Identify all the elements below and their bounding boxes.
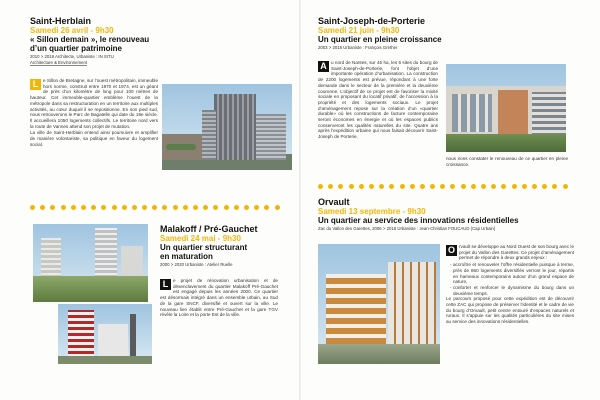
porterie-date: Samedi 21 juin - 9h30	[318, 26, 400, 35]
porterie-caption-wrap	[446, 156, 568, 168]
decorative-dot	[369, 184, 374, 189]
orvault-photo	[318, 244, 440, 364]
decorative-dot	[359, 184, 364, 189]
decorative-dot	[254, 205, 259, 210]
malakoff-photo-1	[33, 224, 148, 302]
decorative-dot	[420, 184, 425, 189]
porterie-photo	[446, 64, 566, 152]
orvault-dropcap: O	[447, 245, 455, 255]
porterie-meta: 2003 > 2018 Urbaniste : François Grether	[318, 45, 398, 50]
herblain-meta-1: 2010 > 2019 Architecte, Urbaniste : IN SITU	[30, 54, 114, 59]
herblain-text	[30, 78, 158, 148]
decorative-dot	[203, 205, 208, 210]
decorative-dot	[532, 184, 537, 189]
decorative-dot	[563, 184, 568, 189]
decorative-dot	[501, 184, 506, 189]
herblain-paragraph-1: e Sillon de Bretagne, sur l’ouest métropolitain, immeuble hors norme, construit entre 1970 et 1974, est un géant de près d’un kilomètre de long pour 100 mètres de hauteur. Cet immeuble-quartier emblème l’ouest de la métropole dans sa restructuration en un territoire aux multiples activités, au cœur duquel il se repositionne. En son pied sud, nous retrouverons le Parc de Bagatelle qui date du 18e siècle. Il accueillera 1050 logements collectifs. Le territoire nord vers la route de Vannes attend son projet de mutation.	[30, 78, 158, 129]
orvault-date: Samedi 13 septembre - 9h30	[318, 207, 426, 216]
decorative-dot	[440, 184, 445, 189]
decorative-dot	[552, 184, 557, 189]
decorative-dot	[379, 184, 384, 189]
decorative-dot	[193, 205, 198, 210]
decorative-dot	[522, 184, 527, 189]
porterie-header	[318, 16, 578, 50]
page-fold	[299, 0, 301, 400]
porterie-paragraph-1: u nord de Nantes, sur 45 ha, les 5 sites du bourg de Saint-Joseph-de-Porterie, font l’objet d’une importante opération d’urbanisation. La construction de 2200 logements est prévue, répondant à une forte demande dans le secteur de la première et la deuxième couronne. L’objectif de ce projet est de favoriser la mixité sociale en proposant du locatif privatif, de l’accession à la propriété et des logements sociaux. Le projet d’aménagement repose sur la création d’un «quartier durable» où les constructions de facture contemporaine seront économes en énergie et où les espaces publics conserveront les qualités naturelles du site. Quatre ans après l’expédition urbaine qui nous faisait découvrir Saint-Joseph de Porterie,	[318, 60, 438, 140]
decorative-dot	[400, 184, 405, 189]
decorative-dot	[183, 205, 188, 210]
decorative-dot	[224, 205, 229, 210]
porterie-headline: Un quartier en pleine croissance	[318, 35, 442, 44]
decorative-dot	[30, 205, 35, 210]
decorative-dot	[264, 205, 269, 210]
malakoff-text	[160, 278, 278, 319]
decorative-dot	[213, 205, 218, 210]
decorative-dot	[450, 184, 455, 189]
decorative-dot	[471, 184, 476, 189]
malakoff-paragraph-1: e projet de rénovation urbanisation et de désenclavement du quartier Malakoff Pré-Gauchet est engagé depuis les années 2000. Ce quartier est désormais intégré dans un ensemble urbain, au Sud de la gare SNCF, diversifié et ouvert sur la ville. Le nouveau lien établit entre Pré-Gauchet et la gare TGV révèle la Loire et la porte Est de la ville.	[160, 278, 278, 318]
decorative-dot	[389, 184, 394, 189]
decorative-dot	[338, 184, 343, 189]
malakoff-date: Samedi 24 mai - 9h30	[160, 234, 241, 243]
orvault-paragraph-1: rvault se développe au Nord Ouest de son bourg avec le projet du Vallon des Garettes. Ce projet d’aménagement permet de répondre à deux grands enjeux :	[459, 244, 574, 261]
porterie-dropcap: A	[318, 61, 329, 72]
herblain-header	[30, 16, 230, 66]
malakoff-meta: 2000 > 2020 Urbaniste : Atelier Ruelle	[160, 262, 233, 267]
decorative-dot	[142, 205, 147, 210]
decorative-dot	[162, 205, 167, 210]
herblain-headline-1: « Sillon demain », le renouveau	[30, 35, 150, 44]
decorative-dot	[410, 184, 415, 189]
herblain-meta-2: Architecture & Environnement	[30, 60, 88, 65]
herblain-dropcap: L	[30, 79, 41, 90]
decorative-dot	[512, 184, 517, 189]
decorative-dot	[132, 205, 137, 210]
malakoff-photo-2	[58, 304, 152, 364]
decorative-dot	[101, 205, 106, 210]
orvault-place: Orvault	[318, 197, 350, 207]
decorative-dot	[491, 184, 496, 189]
orvault-headline: Un quartier au service des innovations résidentielles	[318, 216, 519, 225]
decorative-dot	[61, 205, 66, 210]
dots-left	[30, 205, 280, 210]
decorative-dot	[349, 184, 354, 189]
malakoff-dropcap: L	[160, 279, 171, 290]
decorative-dot	[152, 205, 157, 210]
decorative-dot	[122, 205, 127, 210]
decorative-dot	[91, 205, 96, 210]
decorative-dot	[112, 205, 117, 210]
decorative-dot	[542, 184, 547, 189]
porterie-caption: nous irons constater le renouveau de ce quartier en pleine croissance.	[446, 156, 568, 167]
malakoff-place: Malakoff / Pré-Gauchet	[160, 224, 258, 234]
dots-right	[318, 184, 568, 189]
orvault-meta: Zac du Vallon des Garettes, 2006 > 2018 Urbaniste : Jean-Christian FOUCAUD (Cap Urbain)	[318, 226, 496, 231]
decorative-dot	[81, 205, 86, 210]
decorative-dot	[461, 184, 466, 189]
herblain-photo	[162, 84, 292, 170]
decorative-dot	[244, 205, 249, 210]
decorative-dot	[275, 205, 280, 210]
herblain-place: Saint-Herblain	[30, 16, 92, 26]
orvault-bullets	[446, 262, 574, 296]
herblain-headline-2: d’un quartier patrimoine	[30, 44, 123, 53]
orvault-paragraph-2: Le parcours proposé pour cette expédition est de découvrir cette ZAC qui propose de préserver l’identité et le cadre de vie du bourg d’Orvault, petit centre entouré d’espaces naturels et ruraux. Il s’appuie sur les qualités particulières du site mises au service des innovations résidentielles.	[446, 296, 574, 325]
orvault-header	[318, 197, 588, 231]
decorative-dot	[430, 184, 435, 189]
decorative-dot	[71, 205, 76, 210]
decorative-dot	[50, 205, 55, 210]
malakoff-headline-2: en maturation	[160, 252, 213, 261]
herblain-paragraph-2: La ville de Saint-Herblain entend ainsi poursuivre et amplifier de manière volontariste, sa politique en faveur du logement social.	[30, 130, 158, 147]
decorative-dot	[318, 184, 323, 189]
orvault-bullet-1: - accroître et renouveler l’offre résidentielle puisque à terme, près de 860 logements diversifiés verront le jour, répartis en hameaux contemporains autour d’un grand espace de nature,	[450, 262, 574, 285]
decorative-dot	[173, 205, 178, 210]
malakoff-headline-1: Un quartier structurant	[160, 243, 248, 252]
decorative-dot	[481, 184, 486, 189]
orvault-text	[446, 244, 574, 326]
porterie-place: Saint-Joseph-de-Porterie	[318, 16, 426, 26]
orvault-bullet-2: - conforter et renforcer le dynamisme du bourg dans un deuxième temps.	[450, 285, 574, 296]
porterie-text	[318, 60, 438, 141]
malakoff-header	[160, 224, 300, 267]
decorative-dot	[328, 184, 333, 189]
decorative-dot	[40, 205, 45, 210]
herblain-date: Samedi 26 avril - 9h30	[30, 26, 114, 35]
decorative-dot	[234, 205, 239, 210]
